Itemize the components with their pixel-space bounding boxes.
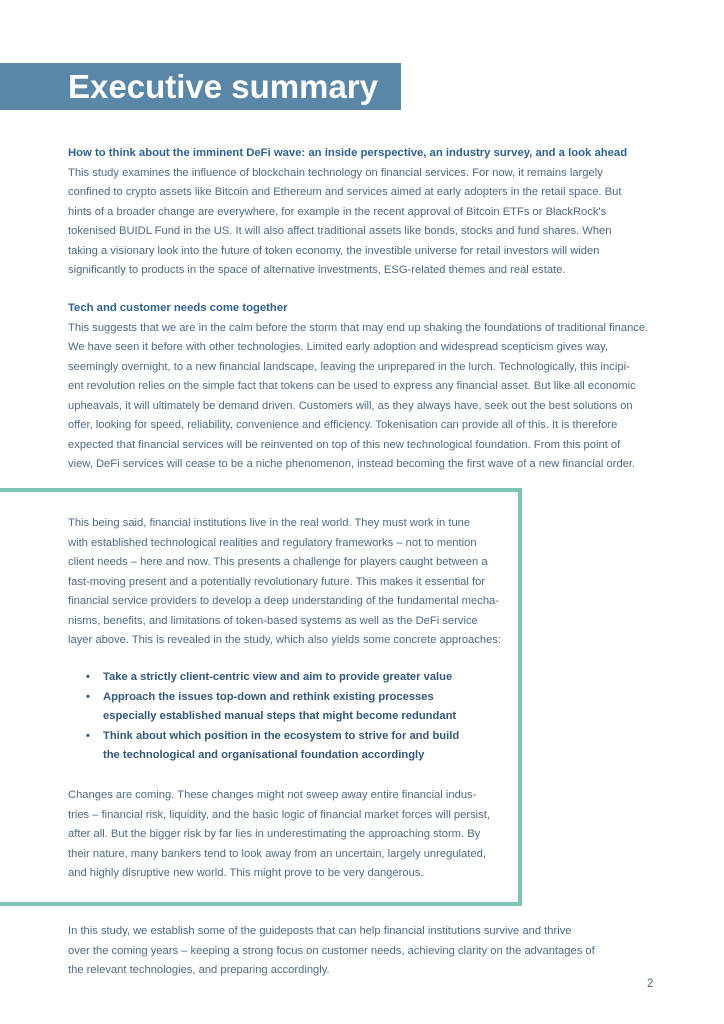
list-item: [86, 668, 459, 688]
paragraph-line: This being said, financial institutions live in the real world. They must work in tune: [68, 517, 471, 529]
paragraph-line: expected that financial services will be reinvented on top of this new technological foundation. From this point of: [68, 438, 621, 451]
paragraph-line: client needs – here and now. This presents a challenge for players caught between a: [68, 556, 488, 568]
paragraph-line: tries – financial risk, liquidity, and the basic logic of financial market forces will persist,: [68, 808, 490, 821]
list-item-text: Think about which position in the ecosystem to strive for and build: [103, 729, 460, 742]
paragraph-line: nisms, benefits, and limitations of token-based systems as well as the DeFi service: [68, 614, 478, 627]
paragraph-line: over the coming years – keeping a strong focus on customer needs, achieving clarity on the advantages of: [68, 944, 595, 957]
paragraph-line: upheavals, it will ultimately be demand driven. Customers will, as they always have, seek out the best solutions on: [68, 399, 633, 412]
callout-intro: [68, 514, 501, 651]
paragraph-line: hints of a broader change are everywhere, for example in the recent approval of Bitcoin ETFs or BlackRock's: [68, 205, 607, 218]
list-item-text: Take a strictly client-centric view and aim to provide greater value: [103, 671, 453, 683]
list-item-text: the technological and organisational foundation accordingly: [103, 749, 425, 761]
paragraph-line: confined to crypto assets like Bitcoin and Ethereum and services aimed at early adopters in the retail space. But: [68, 186, 622, 198]
list-item-text: Approach the issues top-down and rethink existing processes: [103, 690, 434, 703]
paragraph-line: This suggests that we are in the calm before the storm that may end up shaking the foundations of traditional finance.: [68, 321, 649, 334]
paragraph-line: In this study, we establish some of the guideposts that can help financial institutions survive and thrive: [68, 925, 572, 937]
paragraph-line: significantly to products in the space of alternative investments, ESG-related themes and real estate.: [68, 264, 566, 276]
section-conclusion: [68, 922, 595, 981]
paragraph-line: view, DeFi services will cease to be a niche phenomenon, instead becoming the first wave of a new financial order.: [68, 458, 636, 470]
paragraph-line: taking a visionary look into the future of token economy, the investible universe for retail investors will widen: [68, 244, 600, 257]
paragraph-line: This study examines the influence of blockchain technology on financial services. For now, it remains largely: [68, 166, 603, 179]
bullet-icon: •: [86, 690, 90, 703]
section-heading: How to think about the imminent DeFi wave: an inside perspective, an industry survey, and a look ahead: [68, 147, 628, 159]
paragraph-line: ent revolution relies on the simple fact that tokens can be used to express any financial asset. But like all economic: [68, 380, 636, 392]
section-tech-customer: [68, 299, 648, 475]
page-number: 2: [647, 978, 654, 990]
paragraph-line: with established technological realities and regulatory frameworks – not to mention: [68, 536, 477, 549]
paragraph-line: financial service providers to develop a deep understanding of the fundamental mecha-: [68, 595, 499, 607]
bullet-icon: •: [86, 671, 90, 683]
paragraph-line: offer, looking for speed, reliability, convenience and efficiency. Tokenisation can provide all of this. It is therefore: [68, 419, 618, 431]
bullet-icon: •: [86, 729, 90, 742]
paragraph-line: the relevant technologies, and preparing accordingly.: [68, 964, 330, 976]
paragraph-line: Changes are coming. These changes might not sweep away entire financial indus-: [68, 789, 477, 801]
paragraph-line: after all. But the bigger risk by far lies in underestimating the approaching storm. By: [68, 828, 481, 840]
paragraph-line: tokenised BUIDL Fund in the US. It will also affect traditional assets like bonds, stocks and fund shares. When: [68, 225, 612, 237]
paragraph-line: their nature, many bankers tend to look away from an uncertain, largely unregulated,: [68, 847, 486, 860]
approach-list: [86, 668, 459, 766]
list-item: [86, 727, 459, 766]
page-title: Executive summary: [68, 68, 379, 105]
paragraph-line: layer above. This is revealed in the study, which also yields some concrete approaches:: [68, 634, 502, 646]
list-item-text: especially established manual steps that might become redundant: [103, 710, 457, 722]
section-heading: Tech and customer needs come together: [68, 302, 288, 314]
callout-closing: [68, 786, 490, 884]
paragraph-line: fast-moving present and a potentially revolutionary future. This makes it essential for: [68, 575, 486, 588]
section-intro: [68, 144, 627, 281]
paragraph-line: seemingly overnight, to a new financial landscape, leaving the unprepared in the lurch. Technologically, this incipi-: [68, 360, 630, 373]
paragraph-line: and highly disruptive new world. This might prove to be very dangerous.: [68, 867, 424, 879]
paragraph-line: We have seen it before with other technologies. Limited early adoption and widespread scepticism gives way,: [68, 341, 608, 353]
list-item: [86, 688, 459, 727]
